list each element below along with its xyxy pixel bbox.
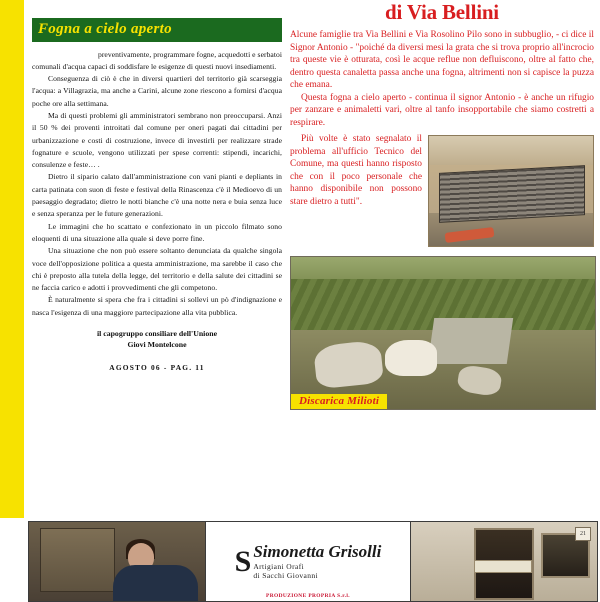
signature-name: Giovi Montelcone (127, 340, 187, 350)
ad-brand-name: Simonetta Grisolli (253, 542, 382, 561)
article-signature (32, 328, 282, 351)
photo-rubbish-bag (385, 340, 437, 376)
article-paragraph: Le immagini che ho scattato e confezionato in un piccolo filmato sono eloquenti di una situazione alla quale si deve porre fine. (32, 221, 282, 243)
photo-caption: Discarica Milioti (291, 394, 387, 409)
ad-interview[interactable] (29, 522, 206, 601)
person-body (113, 565, 197, 601)
ad-content (206, 522, 410, 601)
right-article-intro (290, 29, 594, 129)
article-headline: Fogna a cielo aperto (32, 18, 282, 42)
monogram-icon: S (234, 544, 252, 578)
signature-role: il capogruppo consiliare dell'Unione (96, 329, 218, 339)
right-paragraph: Alcune famiglie tra Via Bellini e Via Rosolino Pilo sono in subbuglio, - ci dice il Signor Antonio - "poiché da diversi mesi la grata che si trova proprio all'incrocio tra queste vie è otturata, così le acque reflue non defluiscono, oltre al fatto che, dentro questa canaletta passa anche una fogna, altrimenti non si capisce la puzza che emana. (290, 30, 594, 91)
ad-tagline: PRODUZIONE PROPRIA S.r.l. (266, 593, 350, 599)
ad-simonetta-grisolli[interactable] (206, 522, 411, 601)
landfill-photo (290, 256, 596, 410)
right-paragraph: Questa fogna a cielo aperto - continua il signor Antonio - è anche un rifugio per zanzare e animaletti vari, oltre al tanfo insopportabile che siamo costretti a respirare. (290, 92, 594, 128)
right-article-column (290, 0, 594, 410)
left-article-column (32, 18, 282, 514)
drain-grate-photo (428, 135, 594, 247)
article-paragraph: È naturalmente si spera che fra i cittadini si sollevi un pò d'indignazione e nasca l'esigenza di una maggiore partecipazione alla vita pubblica. (32, 295, 282, 317)
text-with-photo (290, 133, 594, 250)
photo-debris-slab (428, 318, 513, 364)
ad-text-block (253, 543, 381, 580)
ad-panel (40, 528, 116, 592)
article-paragraph: preventivamente, programmare fogne, acquedotti e serbatoi comunali d'acqua capaci di soddisfare le esigenze di questi nuovi insediamenti. (32, 49, 282, 71)
photo-sky (429, 136, 593, 165)
article-paragraph: Una situazione che non può essere soltanto denunciata da qualche singola voce dell'opposizione politica a questa amministrazione, ma sarebbe il caso che chi è preposto alla tutela della legge, del territorio e della salute dei cittadini se ne faccia carico e adotti i provvedimenti che gli competono. (32, 246, 282, 293)
page-footer: AGOSTO 06 - PAG. 11 (109, 362, 205, 372)
right-paragraph: Più volte è stato segnalato il problema all'ufficio Tecnico del Comune, ma questi hanno risposto che con il poco personale che hanno disponibile non possono stare dietro a tutti". (290, 134, 422, 207)
house-number: 21 (575, 527, 591, 541)
ad-shop-front[interactable] (411, 522, 597, 601)
article-paragraph: Ma di questi problemi gli amministratori sembrano non preoccuparsi. Anzi il 50 % dei proventi introitati dal comune per oneri pagati dai cittadini per urbanizzazione e costi di costruzione, invece di investirli per realizzare strade fognature e scuole, vengono utilizzati per spese correnti: stipendi, incarichi, consulenze e feste… . (32, 110, 282, 170)
article-paragraph: Dietro il sipario calato dall'amministrazione con vani pianti e depliants in carta patinata con suon di feste e festival della Rinascenza c'è il Medioevo di un paesaggio degradato; dietro le notti bianche c'è una notte nera e buia senza luce e senza speranza per le future generazioni. (32, 172, 282, 219)
grate-icon (439, 166, 585, 224)
shop-sign (474, 560, 532, 573)
newspaper-page (24, 0, 600, 600)
article-paragraph: Conseguenza di ciò è che in diversi quartieri del territorio già scarseggia l'acqua: a Villagrazia, ma anche a Carini, alcune zone riescono a fornirsi d'acqua poche ore alla settimana. (32, 74, 282, 108)
article-body (32, 49, 282, 320)
left-yellow-band (0, 0, 24, 518)
ad-subtitle-2: di Sacchi Giovanni (253, 571, 319, 580)
advertisement-strip (28, 521, 598, 602)
ad-subtitle-1: Artigiani Orafi (253, 562, 305, 571)
page-title: di Via Bellini (385, 0, 499, 24)
